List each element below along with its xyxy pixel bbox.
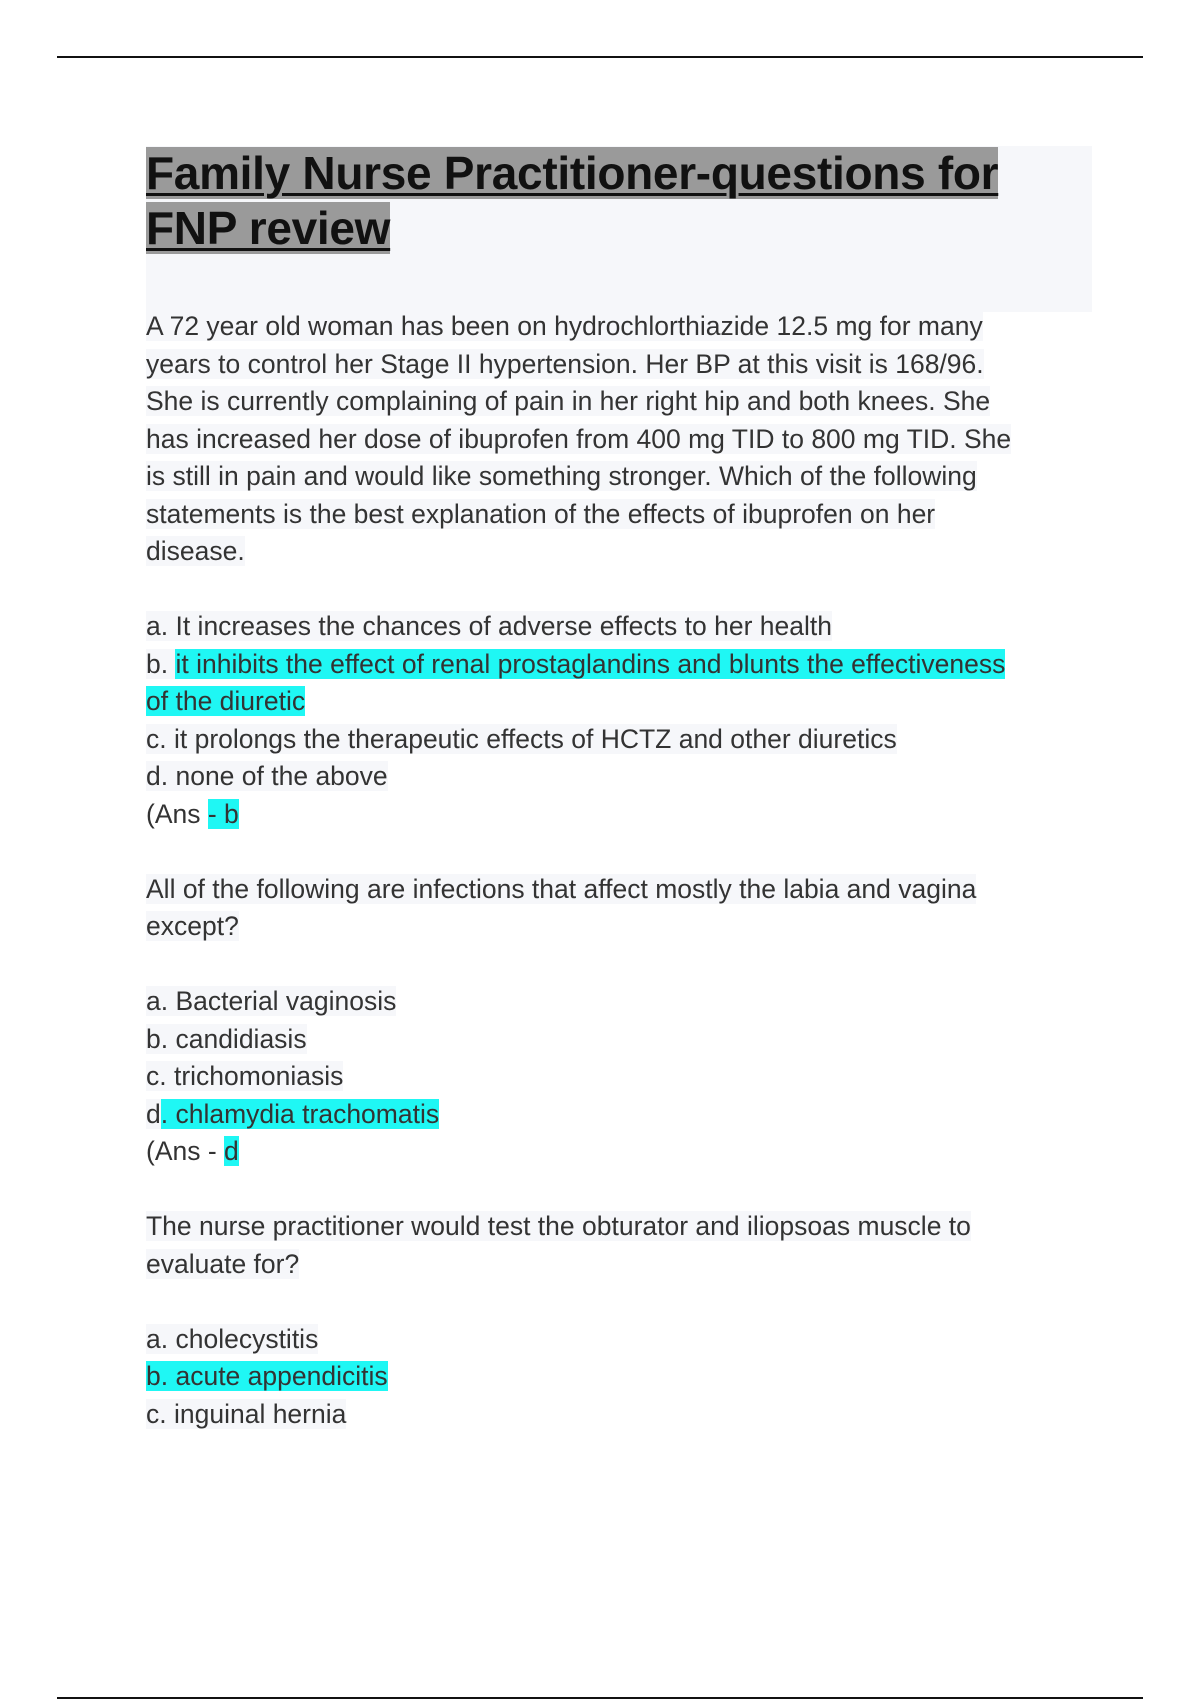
question-2-option-c <box>146 1058 1086 1096</box>
option-text: a. Bacterial vaginosis <box>146 986 397 1016</box>
question-1-option-b-continued <box>146 683 1086 721</box>
question-1-stem-line: statements is the best explanation of the effects of ibuprofen on her <box>146 498 936 529</box>
question-1 <box>146 308 1086 833</box>
answer-highlight: - b <box>207 798 239 829</box>
highlighted-answer: it inhibits the effect of renal prostaglandins and blunts the effectiveness <box>175 648 1006 679</box>
question-1-stem-line: is still in pain and would like something stronger. Which of the following <box>146 461 977 491</box>
title-line-1: Family Nurse Practitioner-questions for <box>146 147 999 199</box>
question-1-option-a <box>146 608 1086 646</box>
option-prefix: d <box>146 1098 161 1129</box>
question-1-stem <box>146 308 1086 571</box>
question-1-stem-line: years to control her Stage II hypertension. Her BP at this visit is 168/96. <box>146 348 984 379</box>
question-1-stem-line: has increased her dose of ibuprofen from 400 mg TID to 800 mg TID. She <box>146 423 1012 454</box>
top-rule <box>57 56 1143 58</box>
option-text: d. none of the above <box>146 761 388 791</box>
question-3-option-a <box>146 1321 1086 1359</box>
question-3-option-c <box>146 1396 1086 1434</box>
question-3-option-b <box>146 1358 1086 1396</box>
question-2-option-a <box>146 983 1086 1021</box>
highlighted-answer: . chlamydia trachomatis <box>160 1098 440 1129</box>
question-3-stem-line: evaluate for? <box>146 1248 300 1279</box>
question-2-stem-line: except? <box>146 911 239 941</box>
question-2-option-b <box>146 1021 1086 1059</box>
question-1-stem-line: She is currently complaining of pain in her right hip and both knees. She <box>146 386 991 416</box>
question-2 <box>146 871 1086 1171</box>
question-1-stem-line: disease. <box>146 536 245 566</box>
option-text: a. cholecystitis <box>146 1323 319 1354</box>
question-1-option-c <box>146 721 1086 759</box>
question-3-stem-line: The nurse practitioner would test the obturator and iliopsoas muscle to <box>146 1211 971 1241</box>
highlighted-answer: of the diuretic <box>146 686 306 716</box>
option-text: a. It increases the chances of adverse effects to her health <box>146 611 832 641</box>
question-1-answer <box>146 796 1086 834</box>
page-title <box>146 146 1092 256</box>
question-3-stem <box>146 1208 1086 1283</box>
document-body <box>146 308 1086 1433</box>
question-2-stem-line: All of the following are infections that affect mostly the labia and vagina <box>146 873 977 904</box>
question-3 <box>146 1208 1086 1433</box>
answer-prefix: (Ans <box>146 798 208 829</box>
bottom-rule <box>57 1697 1143 1699</box>
question-2-option-d <box>146 1096 1086 1134</box>
question-2-answer <box>146 1133 1086 1171</box>
answer-highlight: d <box>224 1136 239 1166</box>
question-1-stem-line: A 72 year old woman has been on hydrochlorthiazide 12.5 mg for many <box>146 311 983 341</box>
option-text: c. inguinal hernia <box>146 1398 347 1429</box>
option-text: c. trichomoniasis <box>146 1061 344 1091</box>
option-prefix: b. <box>146 648 176 679</box>
question-1-option-d <box>146 758 1086 796</box>
highlighted-answer: b. acute appendicitis <box>146 1361 388 1391</box>
title-line-2: FNP review <box>146 202 391 254</box>
option-text: c. it prolongs the therapeutic effects of HCTZ and other diuretics <box>146 723 897 754</box>
answer-prefix: (Ans - <box>146 1136 225 1166</box>
question-2-stem <box>146 871 1086 946</box>
question-1-option-b <box>146 646 1086 684</box>
option-text: b. candidiasis <box>146 1023 307 1054</box>
title-block <box>146 146 1092 312</box>
